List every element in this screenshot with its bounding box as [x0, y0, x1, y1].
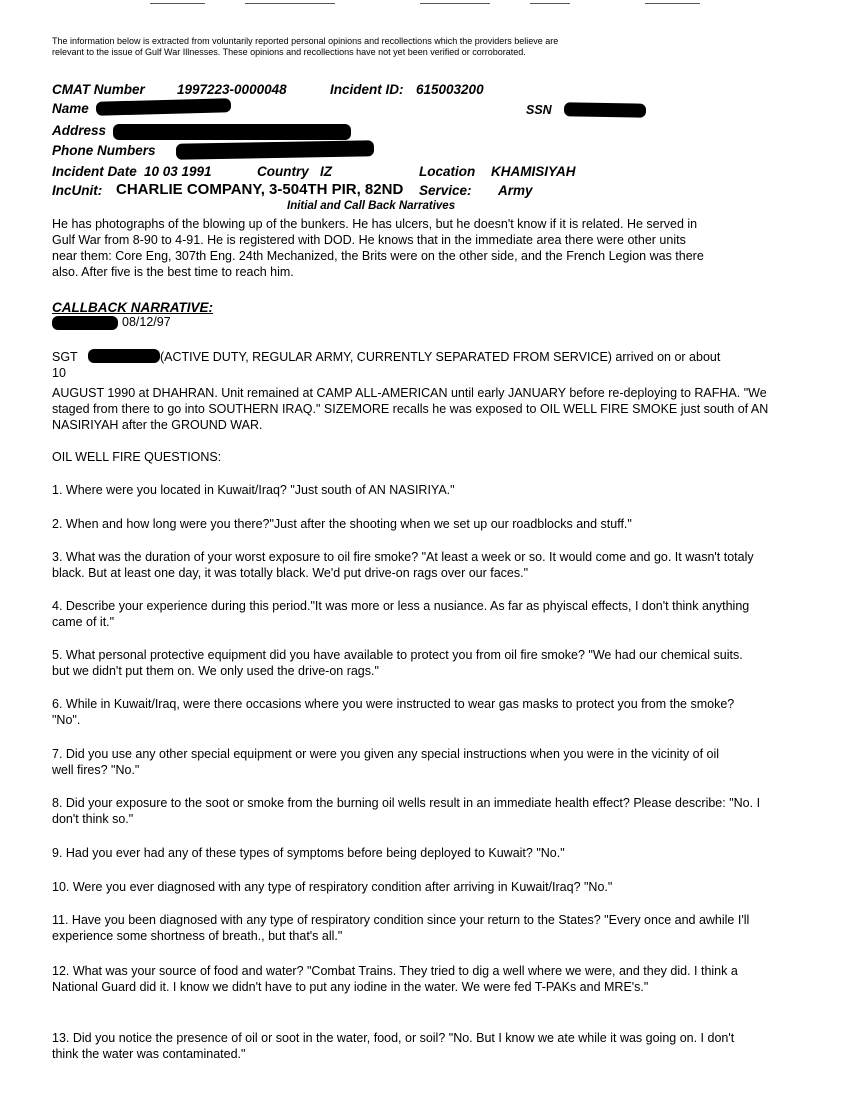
- location-label: Location: [419, 164, 476, 179]
- sgt-name-redaction: [88, 349, 160, 363]
- incunit-value: CHARLIE COMPANY, 3-504TH PIR, 82ND: [116, 181, 404, 198]
- question-item: 4. Describe your experience during this period."It was more or less a nusiance. As far as phyiscal effects, I don't think anything came of it.": [52, 599, 750, 629]
- question-item: 5. What personal protective equipment did you have available to protect you from oil fire smoke? "We had our chemical suits. but we didn't put them on. We only used the drive-on rags.": [52, 648, 743, 678]
- question-item: 10. Were you ever diagnosed with any type of respiratory condition after arriving in Kuwait/Iraq? "No.": [52, 880, 613, 894]
- ssn-redaction: [564, 102, 646, 117]
- incident-date-value: 10 03 1991: [144, 164, 212, 179]
- top-rule: [245, 3, 335, 4]
- service-value: Army: [498, 183, 533, 198]
- phone-redaction: [176, 140, 374, 159]
- questions-heading: OIL WELL FIRE QUESTIONS:: [52, 450, 222, 464]
- country-value: IZ: [320, 164, 332, 179]
- location-value: KHAMISIYAH: [491, 164, 576, 179]
- question-item: 1. Where were you located in Kuwait/Iraq? "Just south of AN NASIRIYA.": [52, 483, 455, 497]
- callback-para1-rest: (ACTIVE DUTY, REGULAR ARMY, CURRENTLY SEPARATED FROM SERVICE) arrived on or about: [160, 350, 721, 364]
- sgt-prefix: SGT: [52, 350, 78, 364]
- incident-id-value: 615003200: [416, 82, 484, 97]
- question-item: 13. Did you notice the presence of oil or soot in the water, food, or soil? "No. But I know we ate while it was going on. I don't think the water was contaminated.": [52, 1031, 735, 1061]
- narratives-title: Initial and Call Back Narratives: [287, 200, 456, 212]
- service-label: Service:: [419, 183, 472, 198]
- question-item: 2. When and how long were you there?"Just after the shooting when we set up our roadblocks and stuff.": [52, 517, 632, 531]
- question-item: 6. While in Kuwait/Iraq, were there occasions where you were instructed to wear gas masks to protect you from the smoke? "No".: [52, 697, 735, 727]
- initial-narrative: He has photographs of the blowing up of the bunkers. He has ulcers, but he doesn't know if it is related. He served in Gulf War from 8-90 to 4-91. He is registered with DOD. He knows that in the immediate area there were other units near them: Core Eng, 307th Eng. 24th Mechanized, the Brits were on the other side, and the French Legion was there also. After five is the best time to reach him.: [52, 217, 704, 279]
- incident-date-label: Incident Date: [52, 164, 137, 179]
- callback-date: 08/12/97: [122, 315, 171, 329]
- interviewer-redaction: [52, 316, 118, 330]
- question-item: 3. What was the duration of your worst exposure to oil fire smoke? "At least a week or so. It would come and go. It wasn't totaly black. But at least one day, it was totally black. We'd put drive-on rags over our faces.": [52, 550, 754, 580]
- top-rule: [645, 3, 700, 4]
- country-label: Country: [257, 164, 309, 179]
- incident-id-label: Incident ID:: [330, 82, 404, 97]
- cmat-value: 1997223-0000048: [177, 82, 287, 97]
- question-item: 9. Had you ever had any of these types of symptoms before being deployed to Kuwait? "No.": [52, 846, 565, 860]
- ssn-label: SSN: [526, 103, 552, 117]
- callback-para1-line2: 10: [52, 366, 66, 380]
- top-rule: [530, 3, 570, 4]
- disclaimer: The information below is extracted from voluntarily reported personal opinions and recollections which the providers believe are relevant to the issue of Gulf War Illnesses. These opinions and recollections have not yet been verified or corroborated.: [52, 36, 559, 57]
- incunit-label: IncUnit:: [52, 183, 103, 198]
- phone-label: Phone Numbers: [52, 143, 156, 158]
- callback-title: CALLBACK NARRATIVE:: [52, 300, 213, 315]
- address-redaction: [113, 124, 351, 140]
- cmat-label: CMAT Number: [52, 82, 145, 97]
- top-rule: [150, 3, 205, 4]
- name-label: Name: [52, 101, 89, 116]
- top-rule: [420, 3, 490, 4]
- question-item: 11. Have you been diagnosed with any type of respiratory condition since your return to the States? "Every once and awhile I'll experience some shortness of breath., but that's all.": [52, 913, 750, 943]
- question-item: 12. What was your source of food and water? "Combat Trains. They tried to dig a well where we were, and they did. I think a National Guard did it. I know we didn't have to put any iodine in the water. We were fed T-PAKs and MRE's.": [52, 964, 738, 994]
- callback-para1-cont: AUGUST 1990 at DHAHRAN. Unit remained at CAMP ALL-AMERICAN until early JANUARY before re-deploying to RAFHA. "We staged from there to go into SOUTHERN IRAQ." SIZEMORE recalls he was exposed to OIL WELL FIRE SMOKE just south of AN NASIRIYAH after the GROUND WAR.: [52, 386, 769, 432]
- address-label: Address: [52, 123, 107, 138]
- question-item: 7. Did you use any other special equipment or were you given any special instructions when you were in the vicinity of oil well fires? "No.": [52, 747, 720, 777]
- question-item: 8. Did your exposure to the soot or smoke from the burning oil wells result in an immediate health effect? Please describe: "No. I don't think so.": [52, 796, 761, 826]
- name-redaction: [96, 98, 231, 116]
